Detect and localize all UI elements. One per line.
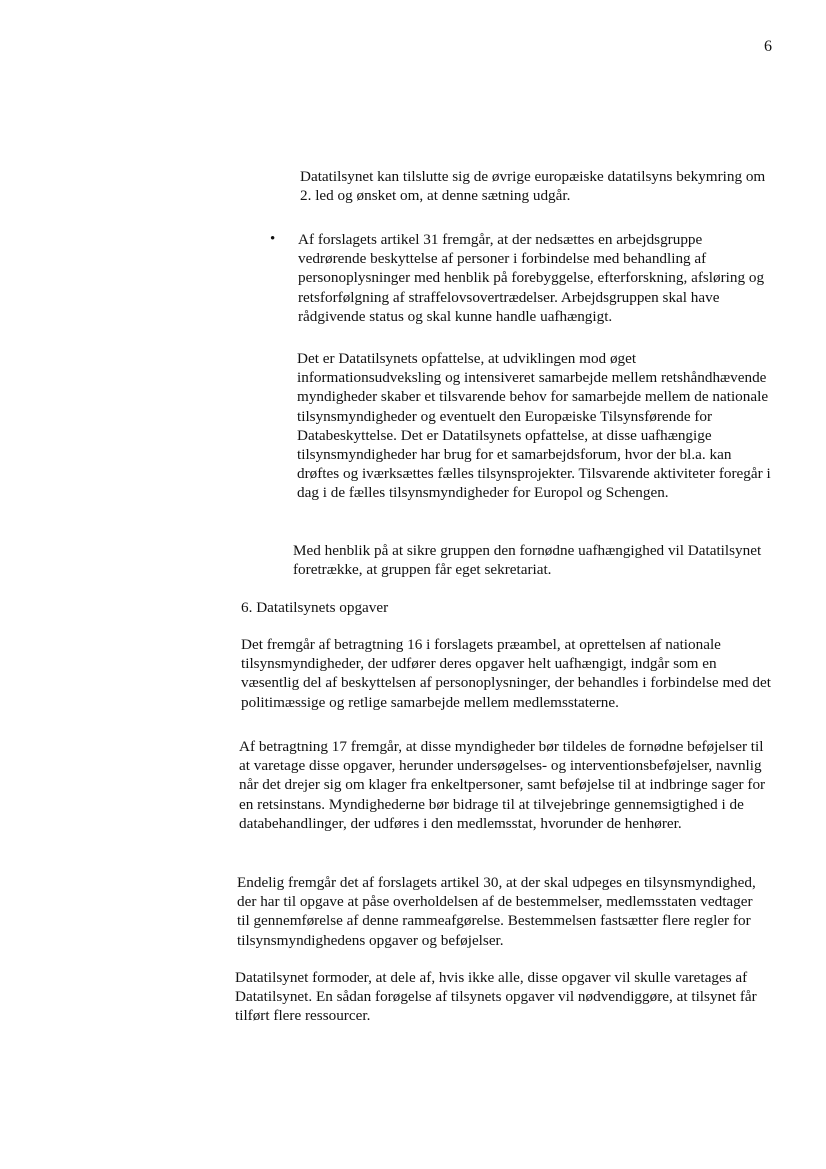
bullet-paragraph: Af forslagets artikel 31 fremgår, at der nedsættes en arbejdsgruppe vedrørende beskyttelse af personer i forbindelse med behandling af personoplysninger med henblik på forebyggelse, efterforskning, afsløring og retsforfølgning af straffelovsovertrædelser. Arbejdsgruppen skal have rådgivende status og skal kunne handle uafhængigt. [298,231,765,325]
intro-paragraph: Datatilsynet kan tilslutte sig de øvrige europæiske datatilsyns bekymring om 2. led og ønsket om, at denne sætning udgår. [300,168,766,205]
conclusion-paragraph: Datatilsynet formoder, at dele af, hvis ikke alle, disse opgaver vil skulle varetages af Datatilsynet. En sådan forøgelse af tilsynets opgaver vil nødvendiggøre, at tilsynet får tilført flere ressourcer. [235,969,757,1025]
section-heading: 6. Datatilsynets opgaver [241,599,389,616]
recital16-paragraph: Det fremgår af betragtning 16 i forslagets præambel, at oprettelsen af nationale tilsynsmyndigheder, der udfører deres opgaver helt uafhængigt, indgår som en væsentlig del af beskyttelsen af personoplysninger, der behandles i forbindelse med det politimæssige og retlige samarbejde mellem medlemsstaterne. [241,636,771,711]
bullet-list-item [270,230,780,326]
page-number: 6 [764,38,772,55]
opinion-paragraph: Det er Datatilsynets opfattelse, at udviklingen mod øget informationsudveksling og intensiveret samarbejde mellem retshåndhævende myndigheder skaber et tilsvarende behov for samarbejde mellem de nationale tilsynsmyndigheder og eventuelt den Europæiske Tilsynsførende for Databeskyttelse. Det er Datatilsynets opfattelse, at disse uafhængige tilsynsmyndigheder har brug for et samarbejdsforum, hvor der bl.a. kan drøftes og iværksættes fælles tilsynsprojekter. Tilsvarende aktiviteter foregår i dag i de fælles tilsynsmyndigheder for Europol og Schengen. [297,350,771,502]
recital17-paragraph: Af betragtning 17 fremgår, at disse myndigheder bør tildeles de fornødne beføjelser til at varetage disse opgaver, herunder undersøgelses- og interventionsbeføjelser, navnlig når det drejer sig om klager fra enkeltpersoner, samt beføjelse til at indbringe sager for en retsinstans. Myndighederne bør bidrage til at tilvejebringe gennemsigtighed i de databehandlinger, der udføres i den medlemsstat, hvorunder de henhører. [239,738,766,832]
bullet-marker: • [270,231,276,247]
article30-paragraph: Endelig fremgår det af forslagets artikel 30, at der skal udpeges en tilsynsmyndighed, der har til opgave at påse overholdelsen af de bestemmelser, medlemsstaten vedtager til gennemførelse af denne rammeafgørelse. Bestemmelsen fastsætter flere regler for tilsynsmyndighedens opgaver og beføjelser. [237,874,756,949]
secretariat-paragraph: Med henblik på at sikre gruppen den fornødne uafhængighed vil Datatilsynet foretrække, at gruppen får eget sekretariat. [293,542,762,579]
